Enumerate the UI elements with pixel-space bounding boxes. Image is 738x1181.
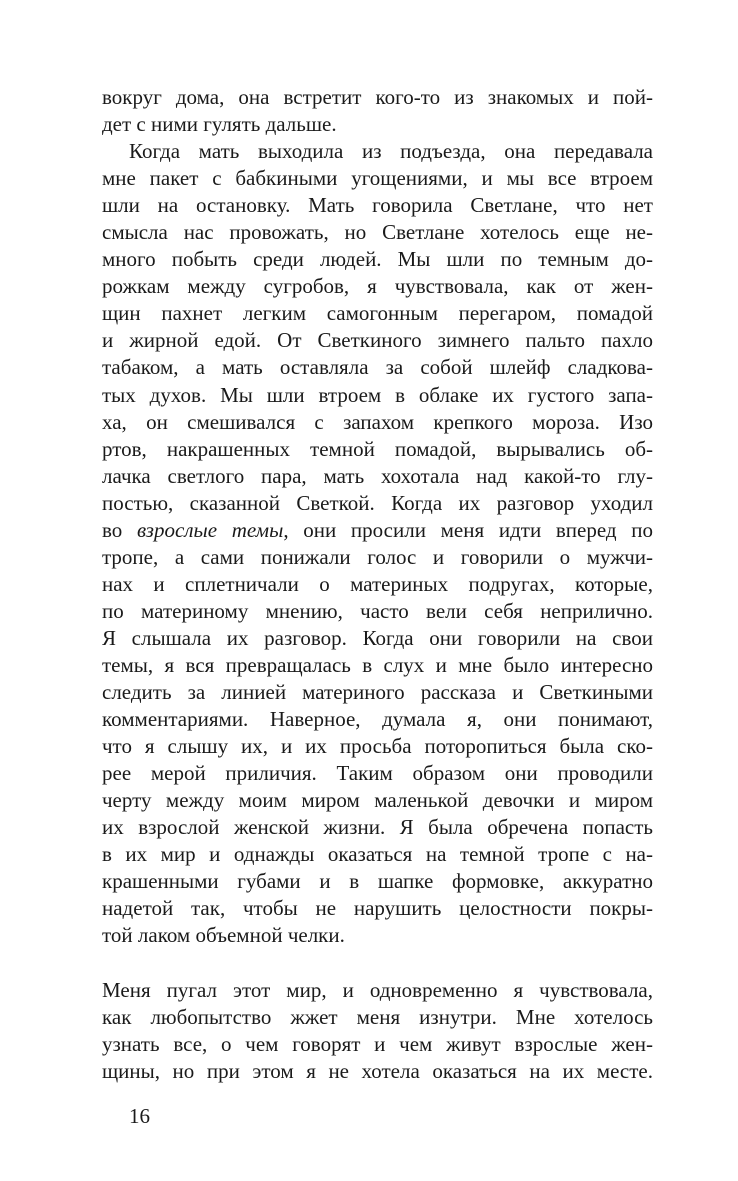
text-line: мне пакет с бабкиными угощениями, и мы все втроем xyxy=(102,166,653,191)
text-line: тых духов. Мы шли втроем в облаке их густого запа- xyxy=(102,382,653,407)
paragraph-final xyxy=(102,977,653,1085)
text-line: крашенными губами и в шапке формовке, аккуратно xyxy=(102,869,653,894)
text-line: комментариями. Наверное, думала я, они понимают, xyxy=(102,707,653,732)
paragraph-main xyxy=(102,138,653,976)
text-line: тропе, а сами понижали голос и говорили о мужчи- xyxy=(102,544,653,569)
text-line: черту между моим миром маленькой девочки и миром xyxy=(102,788,653,813)
text-line: шли на остановку. Мать говорила Светлане, что нет xyxy=(102,193,653,218)
text-line: следить за линией материного рассказа и Светкиными xyxy=(102,680,653,705)
italic-phrase: взрослые темы xyxy=(136,517,284,542)
text-line: нах и сплетничали о материных подругах, которые, xyxy=(102,571,653,596)
page-body-text xyxy=(102,84,653,1085)
text-line: дет с ними гулять дальше. xyxy=(102,112,337,137)
text-line: лачка светлого пара, мать хохотала над какой-то глу- xyxy=(102,463,653,488)
text-line: щин пахнет легким самогонным перегаром, помадой xyxy=(102,301,653,326)
text-line: рее мерой приличия. Таким образом они проводили xyxy=(102,761,653,786)
text-line: той лаком объемной челки. xyxy=(102,923,345,948)
text-line: в их мир и однажды оказаться на темной тропе с на- xyxy=(102,842,653,867)
text-line: по материному мнению, часто вели себя неприлично. xyxy=(102,598,653,623)
text-line: темы, я вся превращалась в слух и мне было интересно xyxy=(102,652,653,677)
text-fragment: во xyxy=(102,517,137,542)
text-line: рожкам между сугробов, я чувствовала, как от жен- xyxy=(102,274,653,299)
text-line: Я слышала их разговор. Когда они говорили на свои xyxy=(102,625,653,650)
text-line: смысла нас провожать, но Светлане хотелось еще не- xyxy=(102,220,653,245)
text-line: Меня пугал этот мир, и одновременно я чувствовала, xyxy=(102,977,653,1002)
text-fragment: , они просили меня идти вперед по xyxy=(283,517,654,542)
text-line: их взрослой женской жизни. Я была обречена попасть xyxy=(102,815,653,840)
text-line-with-italic xyxy=(102,517,653,544)
text-line: узнать все, о чем говорят и чем живут взрослые жен- xyxy=(102,1031,653,1056)
text-line: табаком, а мать оставляла за собой шлейф сладкова- xyxy=(102,355,653,380)
page-number: 16 xyxy=(129,1104,150,1128)
text-line: что я слышу их, и их просьба поторопиться была ско- xyxy=(102,734,653,759)
text-line: щины, но при этом я не хотела оказаться на их месте. xyxy=(102,1058,653,1083)
text-line: как любопытство жжет меня изнутри. Мне хотелось xyxy=(102,1004,653,1029)
text-line: Когда мать выходила из подъезда, она передавала xyxy=(129,139,653,164)
paragraph-continuation xyxy=(102,84,653,138)
text-line: ртов, накрашенных темной помадой, вырывались об- xyxy=(102,436,653,461)
text-line: вокруг дома, она встретит кого-то из знакомых и пой- xyxy=(102,85,653,109)
text-line: много побыть среди людей. Мы шли по темным до- xyxy=(102,247,653,272)
text-line: и жирной едой. От Светкиного зимнего пальто пахло xyxy=(102,328,653,353)
text-line: постью, сказанной Светкой. Когда их разговор уходил xyxy=(102,490,653,515)
text-line: надетой так, чтобы не нарушить целостности покры- xyxy=(102,896,653,921)
text-line: ха, он смешивался с запахом крепкого мороза. Изо xyxy=(102,409,653,434)
